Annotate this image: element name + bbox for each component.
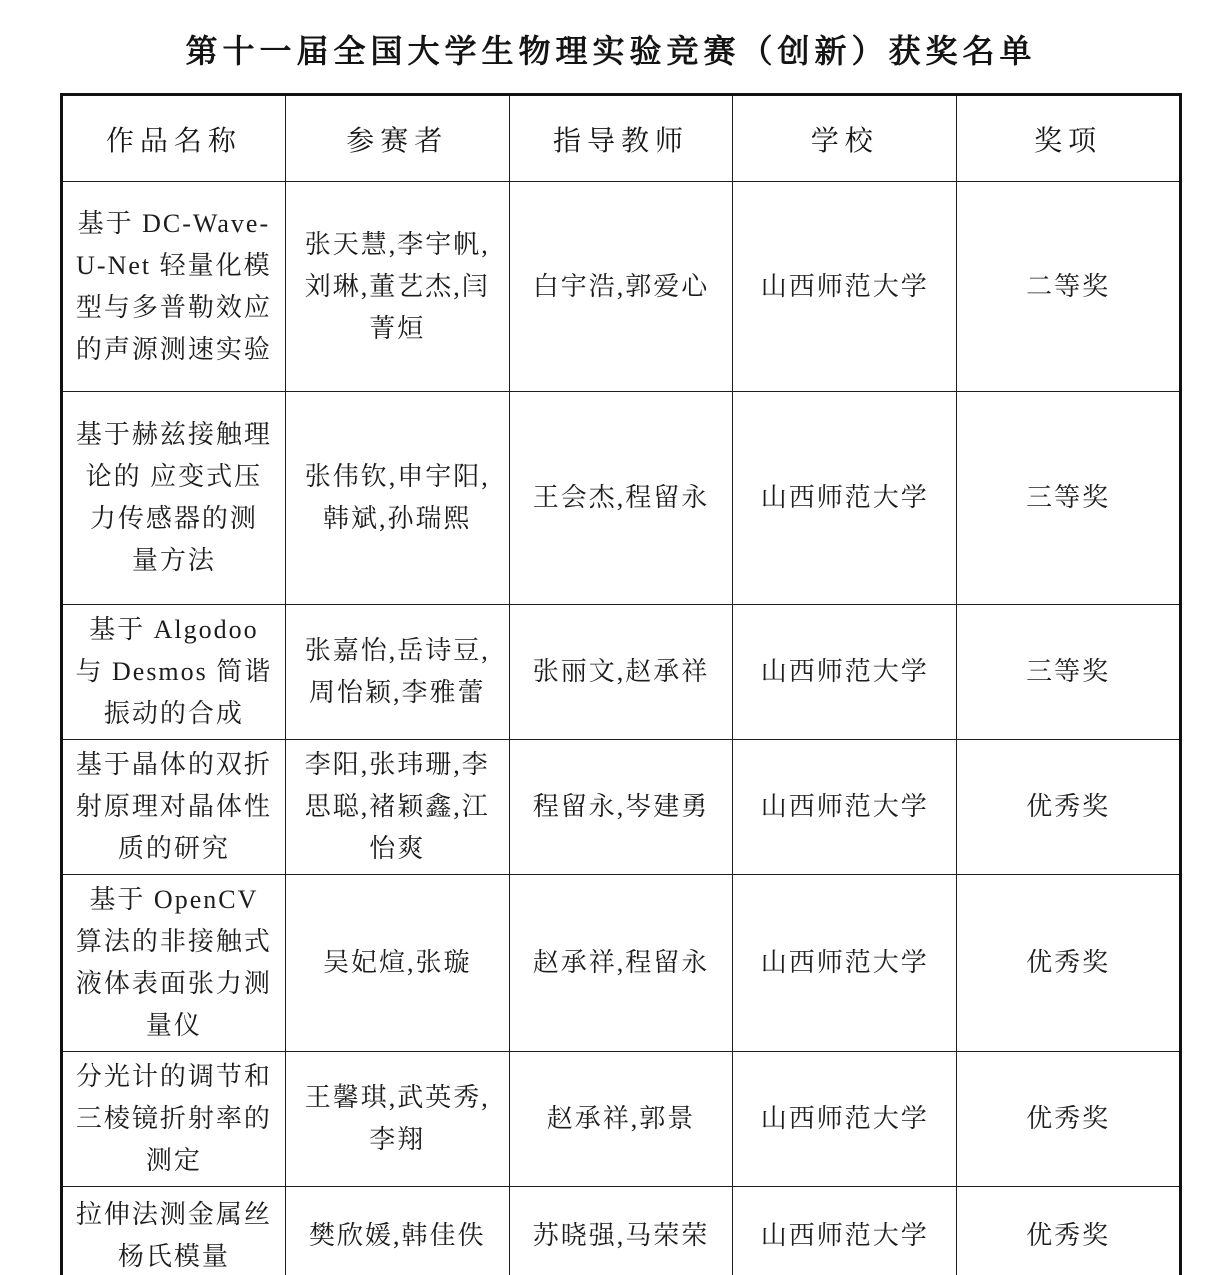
school-cell: 山西师范大学 [733,182,957,392]
advisors-cell: 程留永,岑建勇 [509,740,733,875]
awards-table-body [62,182,1181,1275]
page-title: 第十一届全国大学生物理实验竞赛（创新）获奖名单 [185,33,1037,69]
school-cell: 山西师范大学 [733,605,957,740]
award-cell: 三等奖 [957,392,1181,605]
participants-cell: 李阳,张玮珊,李思聪,褚颖鑫,江怡爽 [285,740,509,875]
school-cell: 山西师范大学 [733,740,957,875]
work-cell: 基于赫兹接触理论的 应变式压力传感器的测 量方法 [62,392,286,605]
advisors-cell: 赵承祥,郭景 [509,1052,733,1187]
work-cell: 基于 Algodoo 与 Desmos 简谐振动的合成 [62,605,286,740]
work-cell: 基于 DC-Wave-U-Net 轻量化模型与多普勒效应的声源测速实验 [62,182,286,392]
table-row [62,392,1181,605]
participants-cell: 樊欣媛,韩佳佚 [285,1187,509,1275]
participants-cell: 王馨琪,武英秀,李翔 [285,1052,509,1187]
school-cell: 山西师范大学 [733,875,957,1052]
table-row [62,1187,1181,1275]
advisors-cell: 赵承祥,程留永 [509,875,733,1052]
participants-cell: 张伟钦,申宇阳,韩斌,孙瑞熙 [285,392,509,605]
school-cell: 山西师范大学 [733,1052,957,1187]
column-header-award: 奖项 [957,95,1181,182]
participants-cell: 张嘉怡,岳诗豆,周怡颖,李雅蕾 [285,605,509,740]
table-row [62,1052,1181,1187]
column-header-work: 作品名称 [62,95,286,182]
column-header-participants: 参赛者 [285,95,509,182]
advisors-cell: 王会杰,程留永 [509,392,733,605]
table-row [62,875,1181,1052]
work-cell: 分光计的调节和三棱镜折射率的测定 [62,1052,286,1187]
table-row [62,740,1181,875]
advisors-cell: 苏晓强,马荣荣 [509,1187,733,1275]
award-cell: 优秀奖 [957,1052,1181,1187]
advisors-cell: 白宇浩,郭爱心 [509,182,733,392]
work-cell: 基于晶体的双折射原理对晶体性质的研究 [62,740,286,875]
awards-table [60,93,1182,1275]
awards-table-header [62,95,1181,182]
award-cell: 优秀奖 [957,740,1181,875]
award-cell: 二等奖 [957,182,1181,392]
table-row [62,605,1181,740]
column-header-advisors: 指导教师 [509,95,733,182]
work-cell: 基于 OpenCV 算法的非接触式液体表面张力测量仪 [62,875,286,1052]
column-header-school: 学校 [733,95,957,182]
work-cell: 拉伸法测金属丝杨氏模量 [62,1187,286,1275]
award-cell: 优秀奖 [957,1187,1181,1275]
advisors-cell: 张丽文,赵承祥 [509,605,733,740]
table-row [62,182,1181,392]
participants-cell: 张天慧,李宇帆,刘琳,董艺杰,闫菁烜 [285,182,509,392]
award-cell: 三等奖 [957,605,1181,740]
award-cell: 优秀奖 [957,875,1181,1052]
participants-cell: 吴妃煊,张璇 [285,875,509,1052]
header-row [62,95,1181,182]
school-cell: 山西师范大学 [733,392,957,605]
school-cell: 山西师范大学 [733,1187,957,1275]
